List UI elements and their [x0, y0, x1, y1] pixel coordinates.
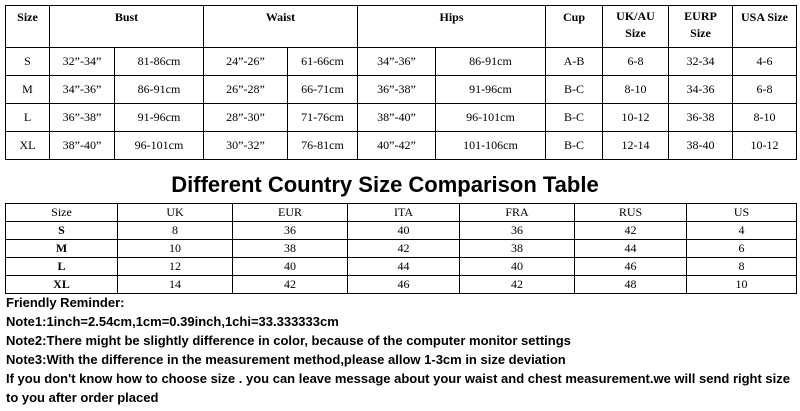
cell-bust-cm: 81-86cm — [115, 48, 204, 76]
table-row — [6, 104, 797, 132]
cell-us: 8 — [687, 258, 797, 276]
cell-waist-cm: 61-66cm — [288, 48, 358, 76]
table-row — [6, 132, 797, 160]
cell-waist-cm: 76-81cm — [288, 132, 358, 160]
cell-uk: 10 — [118, 240, 233, 258]
header-eur: EUR — [233, 204, 348, 222]
cell-eurp: 36-38 — [669, 104, 733, 132]
cell-hips-cm: 86-91cm — [436, 48, 546, 76]
cell-hips-cm: 101-106cm — [436, 132, 546, 160]
cell-cup: A-B — [546, 48, 603, 76]
cell-cup: B-C — [546, 76, 603, 104]
cell-eurp: 34-36 — [669, 76, 733, 104]
header-us: US — [687, 204, 797, 222]
cell-rus: 46 — [575, 258, 687, 276]
cell-hips-cm: 96-101cm — [436, 104, 546, 132]
header-size: Size — [6, 6, 50, 48]
cell-size: S — [6, 222, 118, 240]
header-usa-size: USA Size — [733, 6, 797, 48]
size-chart-header-row — [6, 6, 797, 48]
note-3: Note3:With the difference in the measurement method,please allow 1-3cm in size deviation — [6, 352, 566, 367]
cell-size: XL — [6, 276, 118, 294]
cell-waist-cm: 66-71cm — [288, 76, 358, 104]
cell-bust-cm: 86-91cm — [115, 76, 204, 104]
friendly-reminder-heading: Friendly Reminder: — [6, 295, 125, 310]
header-ukau-size — [603, 6, 669, 48]
cell-waist-inch: 28”-30” — [204, 104, 288, 132]
cell-usa: 6-8 — [733, 76, 797, 104]
header-rus: RUS — [575, 204, 687, 222]
note-2: Note2:There might be slightly difference in color, because of the computer monitor settings — [6, 333, 571, 348]
cell-eurp: 38-40 — [669, 132, 733, 160]
cell-bust-cm: 91-96cm — [115, 104, 204, 132]
cell-waist-cm: 71-76cm — [288, 104, 358, 132]
cell-fra: 42 — [460, 276, 575, 294]
header-uk: UK — [118, 204, 233, 222]
table-row — [6, 48, 797, 76]
cell-us: 10 — [687, 276, 797, 294]
cell-cup: B-C — [546, 104, 603, 132]
cell-size: L — [6, 258, 118, 276]
cell-cup: B-C — [546, 132, 603, 160]
header-eurp-size — [669, 6, 733, 48]
cell-hips-inch: 40”-42” — [358, 132, 436, 160]
comparison-header-row — [6, 204, 797, 222]
header-fra: FRA — [460, 204, 575, 222]
cell-size: XL — [6, 132, 50, 160]
cell-ita: 42 — [348, 240, 460, 258]
cell-size: S — [6, 48, 50, 76]
notes-section — [6, 293, 798, 407]
size-chart-table — [5, 5, 797, 160]
cell-eur: 36 — [233, 222, 348, 240]
cell-ita: 46 — [348, 276, 460, 294]
cell-ita: 44 — [348, 258, 460, 276]
cell-bust-inch: 34”-36” — [50, 76, 115, 104]
cell-uk: 8 — [118, 222, 233, 240]
cell-hips-cm: 91-96cm — [436, 76, 546, 104]
table-row — [6, 276, 797, 294]
cell-bust-inch: 36”-38” — [50, 104, 115, 132]
cell-uk: 12 — [118, 258, 233, 276]
cell-waist-inch: 26”-28” — [204, 76, 288, 104]
cell-ukau: 12-14 — [603, 132, 669, 160]
country-size-comparison-table — [5, 203, 797, 294]
table-row — [6, 222, 797, 240]
cell-fra: 38 — [460, 240, 575, 258]
cell-fra: 40 — [460, 258, 575, 276]
cell-rus: 48 — [575, 276, 687, 294]
note-1: Note1:1inch=2.54cm,1cm=0.39inch,1chi=33.333333cm — [6, 314, 339, 329]
header-ukau-line2: Size — [625, 26, 646, 40]
cell-size: L — [6, 104, 50, 132]
cell-ukau: 10-12 — [603, 104, 669, 132]
cell-size: M — [6, 240, 118, 258]
cell-ita: 40 — [348, 222, 460, 240]
cell-eur: 38 — [233, 240, 348, 258]
cell-hips-inch: 34”-36” — [358, 48, 436, 76]
cell-usa: 8-10 — [733, 104, 797, 132]
table-row — [6, 240, 797, 258]
header-cup: Cup — [546, 6, 603, 48]
cell-eurp: 32-34 — [669, 48, 733, 76]
comparison-table-title: Different Country Size Comparison Table — [171, 172, 599, 197]
cell-fra: 36 — [460, 222, 575, 240]
cell-rus: 42 — [575, 222, 687, 240]
cell-bust-cm: 96-101cm — [115, 132, 204, 160]
table-row — [6, 258, 797, 276]
cell-waist-inch: 24”-26” — [204, 48, 288, 76]
header-hips: Hips — [358, 6, 546, 48]
header-ita: ITA — [348, 204, 460, 222]
cell-waist-inch: 30”-32” — [204, 132, 288, 160]
header-eurp-line2: Size — [690, 26, 711, 40]
cell-us: 4 — [687, 222, 797, 240]
cell-ukau: 8-10 — [603, 76, 669, 104]
table-row — [6, 76, 797, 104]
header-waist: Waist — [204, 6, 358, 48]
cell-hips-inch: 38”-40” — [358, 104, 436, 132]
cell-us: 6 — [687, 240, 797, 258]
header-ukau-line1: UK/AU — [616, 9, 655, 23]
header-bust: Bust — [50, 6, 204, 48]
cell-usa: 10-12 — [733, 132, 797, 160]
cell-bust-inch: 32”-34” — [50, 48, 115, 76]
cell-hips-inch: 36”-38” — [358, 76, 436, 104]
cell-rus: 44 — [575, 240, 687, 258]
cell-ukau: 6-8 — [603, 48, 669, 76]
cell-eur: 42 — [233, 276, 348, 294]
cell-bust-inch: 38”-40” — [50, 132, 115, 160]
cell-uk: 14 — [118, 276, 233, 294]
size-advice-text: If you don't know how to choose size . you can leave message about your waist and chest measurement.we will send right size to you after order placed — [6, 371, 791, 405]
header-size: Size — [6, 204, 118, 222]
cell-eur: 40 — [233, 258, 348, 276]
cell-usa: 4-6 — [733, 48, 797, 76]
header-eurp-line1: EURP — [684, 9, 717, 23]
cell-size: M — [6, 76, 50, 104]
